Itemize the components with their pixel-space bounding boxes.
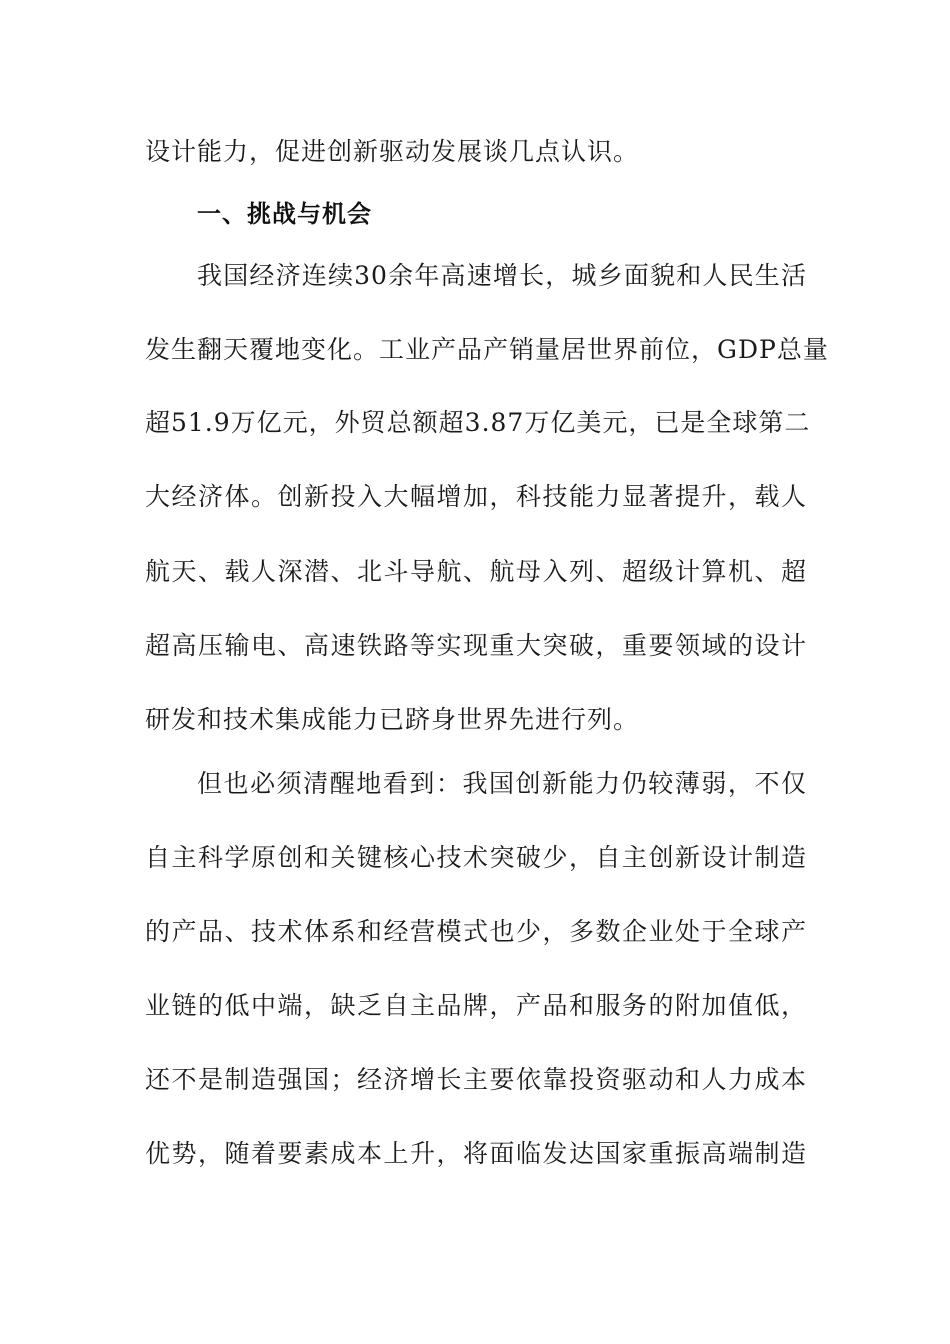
text-line: 超51.9万亿元，外贸总额超3.87万亿美元，已是全球第二 <box>145 408 811 437</box>
text-line: 航天、载人深潜、北斗导航、航母入列、超级计算机、超 <box>145 557 807 586</box>
text-line: 但也必须清醒地看到：我国创新能力仍较薄弱，不仅 <box>197 769 807 798</box>
text-line: 优势，随着要素成本上升，将面临发达国家重振高端制造 <box>145 1139 807 1168</box>
text-line: 研发和技术集成能力已跻身世界先进行列。 <box>145 705 640 734</box>
text-line: 发生翻天覆地变化。工业产品产销量居世界前位，GDP总量 <box>145 335 829 364</box>
section-heading: 一、挑战与机会 <box>197 200 372 228</box>
text-line: 自主科学原创和关键核心技术突破少，自主创新设计制造 <box>145 843 807 872</box>
text-line: 的产品、技术体系和经营模式也少，多数企业处于全球产 <box>145 917 807 946</box>
text-line: 还不是制造强国；经济增长主要依靠投资驱动和人力成本 <box>145 1065 807 1094</box>
text-line: 大经济体。创新投入大幅增加，科技能力显著提升，载人 <box>145 482 807 511</box>
text-line: 业链的低中端，缺乏自主品牌，产品和服务的附加值低， <box>145 991 807 1020</box>
text-line: 设计能力，促进创新驱动发展谈几点认识。 <box>145 137 640 166</box>
text-line: 我国经济连续30余年高速增长，城乡面貌和人民生活 <box>197 261 807 290</box>
text-line: 超高压输电、高速铁路等实现重大突破，重要领域的设计 <box>145 631 807 660</box>
